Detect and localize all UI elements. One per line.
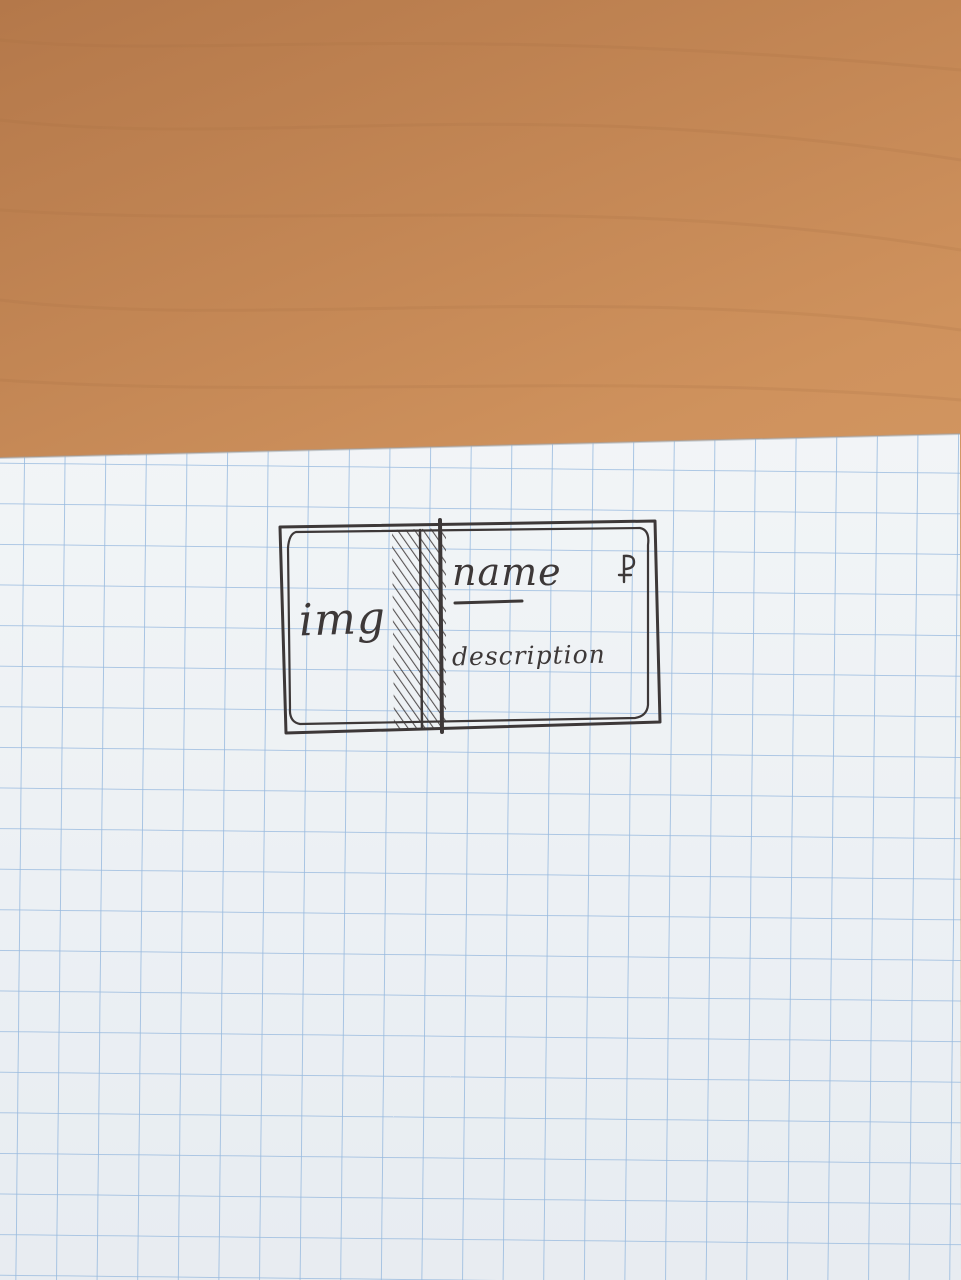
name-underline [455,601,522,603]
grid-paper [0,420,961,1280]
name-label: name [452,550,562,594]
divider-line [440,520,442,732]
description-label: description [451,639,607,672]
image-placeholder-label: img [298,592,387,647]
divider-hatching [392,528,446,730]
